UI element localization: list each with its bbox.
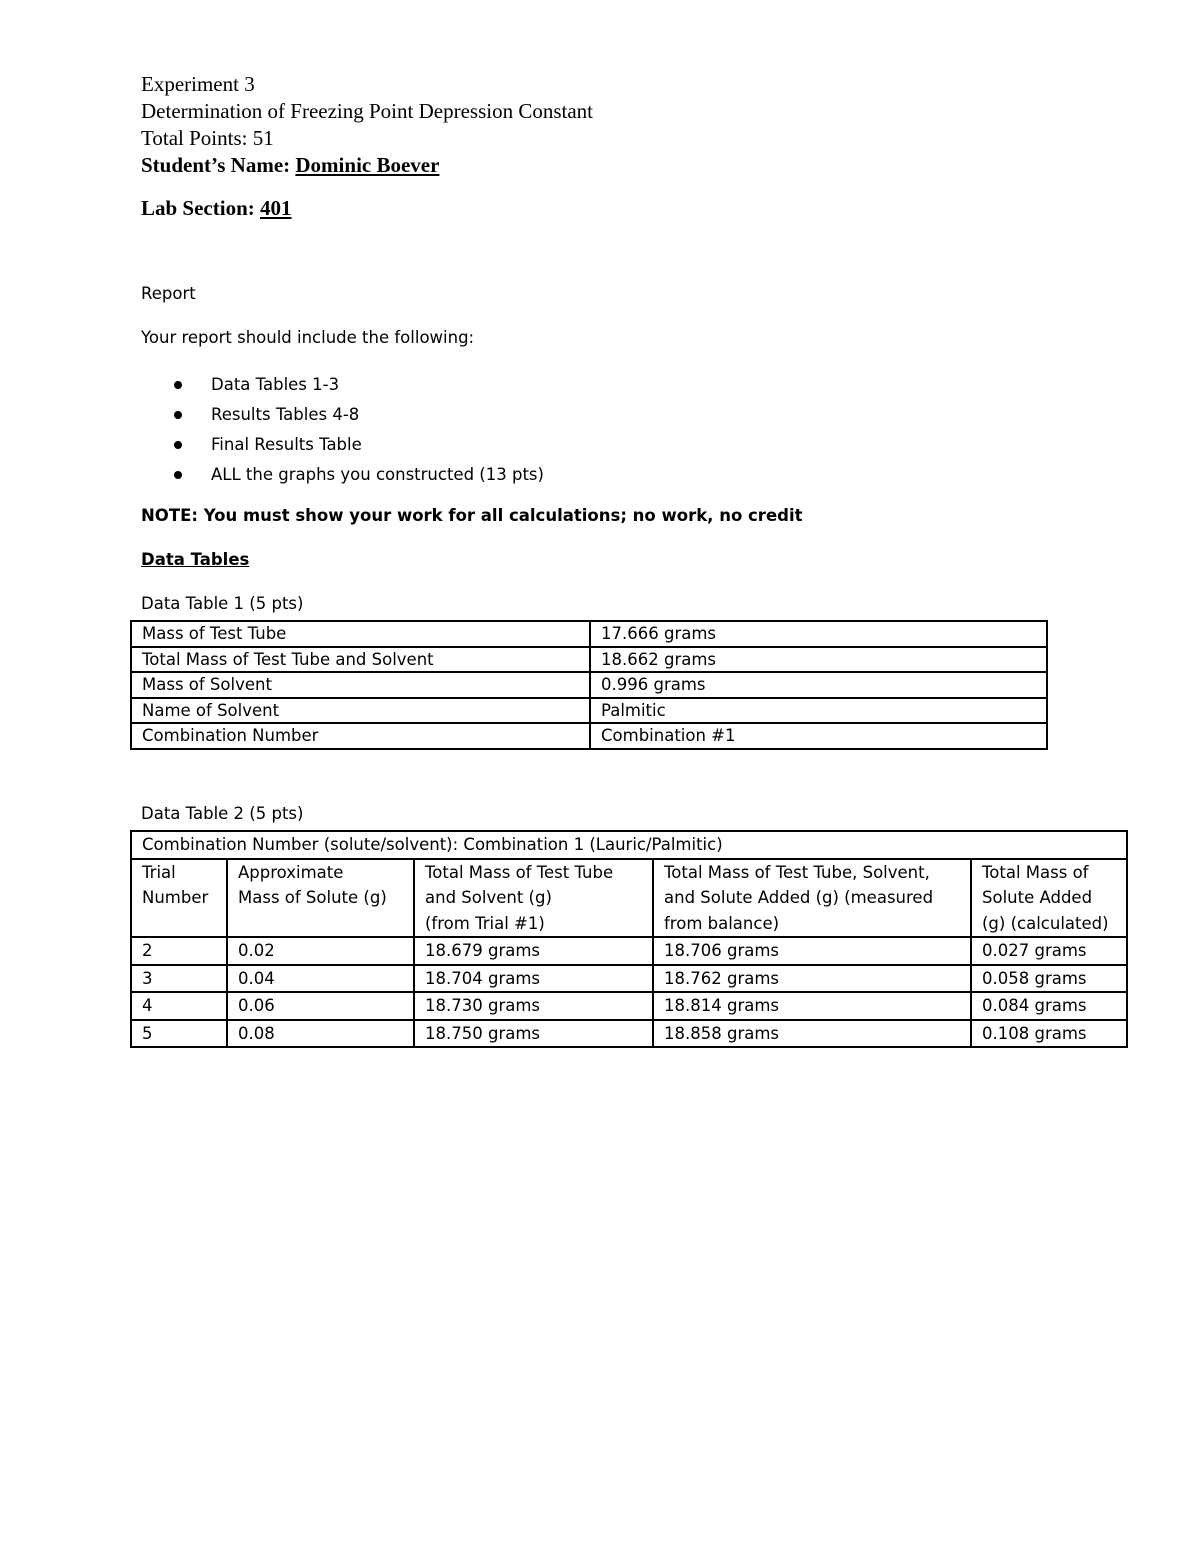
table-row: [131, 965, 1127, 993]
data-table-2: [130, 830, 1128, 1048]
lab-section-line: [141, 196, 292, 221]
table-row: [131, 723, 1047, 749]
column-header: Trial Number: [131, 859, 227, 938]
combination-value: Combination 1 (Lauric/Palmitic): [463, 835, 723, 854]
report-heading: Report: [141, 284, 196, 303]
table-row: [131, 992, 1127, 1020]
table-cell: Name of Solvent: [131, 698, 590, 724]
table-row: [131, 698, 1047, 724]
table-cell: 18.679 grams: [414, 937, 653, 965]
table-cell: Mass of Solvent: [131, 672, 590, 698]
table-cell: 0.108 grams: [971, 1020, 1127, 1048]
table-cell: 18.730 grams: [414, 992, 653, 1020]
table-cell: 18.814 grams: [653, 992, 971, 1020]
table-cell: 5: [131, 1020, 227, 1048]
student-name-label: Student’s Name:: [141, 153, 291, 177]
table-cell: 0.04: [227, 965, 414, 993]
table-cell: 18.662 grams: [590, 647, 1047, 673]
data-table-1: [130, 620, 1048, 750]
table1-caption: Data Table 1 (5 pts): [141, 594, 304, 613]
table-cell: 4: [131, 992, 227, 1020]
table-row: [131, 647, 1047, 673]
table-cell: 0.996 grams: [590, 672, 1047, 698]
table-cell: 0.02: [227, 937, 414, 965]
table-cell: Palmitic: [590, 698, 1047, 724]
experiment-number: Experiment 3: [141, 72, 255, 96]
report-requirements-list: [141, 372, 544, 492]
bullet-icon: [174, 411, 182, 419]
table-cell: 0.027 grams: [971, 937, 1127, 965]
column-header: Total Mass of Test Tube, Solvent, and Solute Added (g) (measured from balance): [653, 859, 971, 938]
experiment-title: Determination of Freezing Point Depression Constant: [141, 99, 594, 123]
list-item: Data Tables 1-3: [141, 372, 544, 402]
total-points: Total Points: 51: [141, 126, 274, 150]
student-name-line: [141, 153, 439, 178]
data-tables-heading: Data Tables: [141, 550, 250, 569]
bullet-icon: [174, 441, 182, 449]
table-row: [131, 621, 1047, 647]
student-name-value: Dominic Boever: [295, 153, 440, 177]
column-header: Total Mass of Solute Added (g) (calculated): [971, 859, 1127, 938]
lab-section-label: Lab Section:: [141, 196, 255, 220]
table-cell: 18.704 grams: [414, 965, 653, 993]
note-text: NOTE: You must show your work for all calculations; no work, no credit: [141, 506, 803, 525]
table-cell: Combination Number: [131, 723, 590, 749]
table-cell: 18.750 grams: [414, 1020, 653, 1048]
combination-cell: [131, 831, 1127, 859]
column-header: Total Mass of Test Tube and Solvent (g) (from Trial #1): [414, 859, 653, 938]
table-cell: 3: [131, 965, 227, 993]
table-cell: 0.058 grams: [971, 965, 1127, 993]
combination-label: Combination Number (solute/solvent):: [142, 835, 459, 854]
table-cell: 0.084 grams: [971, 992, 1127, 1020]
table-cell: 2: [131, 937, 227, 965]
column-header: Approximate Mass of Solute (g): [227, 859, 414, 938]
bullet-icon: [174, 381, 182, 389]
table-row: [131, 1020, 1127, 1048]
table-cell: 0.06: [227, 992, 414, 1020]
table-row: [131, 937, 1127, 965]
table-cell: 17.666 grams: [590, 621, 1047, 647]
table-cell: Mass of Test Tube: [131, 621, 590, 647]
table-header-row: [131, 859, 1127, 938]
list-item: ALL the graphs you constructed (13 pts): [141, 462, 544, 492]
bullet-icon: [174, 471, 182, 479]
table-cell: Total Mass of Test Tube and Solvent: [131, 647, 590, 673]
table-cell: Combination #1: [590, 723, 1047, 749]
list-item: Final Results Table: [141, 432, 544, 462]
table-row: [131, 831, 1127, 859]
report-intro: Your report should include the following:: [141, 328, 475, 347]
lab-section-value: 401: [260, 196, 292, 220]
table-cell: 0.08: [227, 1020, 414, 1048]
table-cell: 18.762 grams: [653, 965, 971, 993]
list-item: Results Tables 4-8: [141, 402, 544, 432]
table2-caption: Data Table 2 (5 pts): [141, 804, 304, 823]
table-cell: 18.706 grams: [653, 937, 971, 965]
table-cell: 18.858 grams: [653, 1020, 971, 1048]
table-row: [131, 672, 1047, 698]
